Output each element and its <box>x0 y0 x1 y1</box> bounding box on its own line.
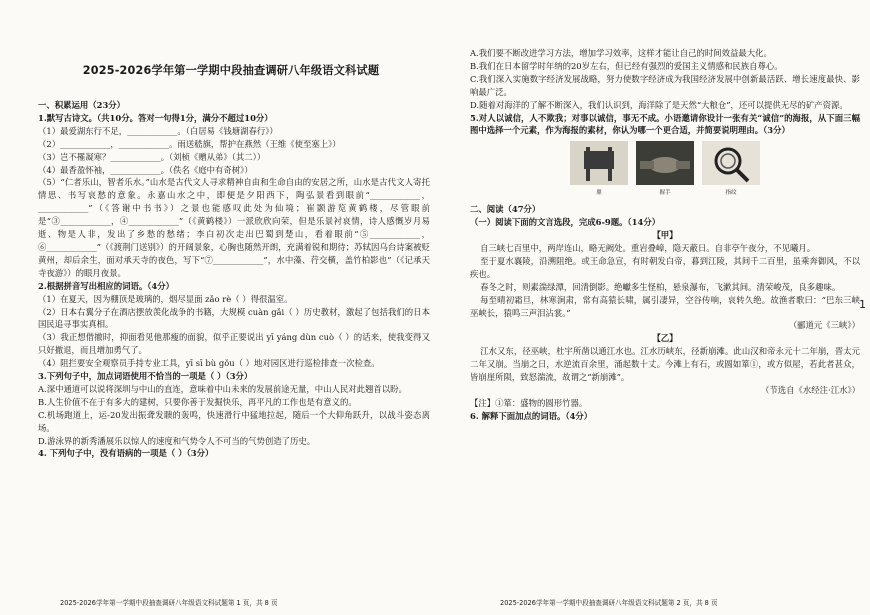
image-fingerprint <box>702 141 760 200</box>
reading-line: 6. 解释下面加点的词语。（4分） <box>470 410 593 421</box>
question-line: A.我们要不断改进学习方法，增加学习效率，这样才能让自己的时间效益最大化。 <box>470 48 772 58</box>
reading-line: 每至晴初霜旦，林寒涧肃，常有高猿长啸，属引凄异，空谷传响，哀转久绝。故渔者歌曰：“巴东三峡巫峡长，猿鸣三声泪沾裳。” <box>470 294 860 318</box>
question-line: （2）____________，____________。雨送嵇旗，帮护在燕然（王维《使至塞上》） <box>38 138 341 149</box>
question-line: （1）在夏天，因为棚顶是玻璃的，烟尽显面 zǎo rè（ ）得很温室。 <box>38 293 293 304</box>
exam-title: 2025-2026学年第一学期中段抽查调研八年级语文科试题 <box>82 64 380 77</box>
page-number-mark: 1 <box>859 298 866 311</box>
question-line: 5.对人以诚信，人不欺我；对事以诚信，事无不成。小语邀请你设计一张有关“诚信”的海报，从下面三幅图中选择一个元素，作为海报的素材，你认为哪一个更合适，并简要说明理由。（3分） <box>470 112 860 136</box>
question-line: 一、积累运用（23分） <box>38 100 126 110</box>
page-1-footer: 2025-2026学年第一学期中段抽查调研八年级语文科试题第 1 页，共 8 页 <box>60 599 278 607</box>
question-line: B.人生价值不在于有多大的建树，只要你善于发掘快乐，再平凡的工作也是有意义的。 <box>38 396 357 407</box>
reading-line: 至于夏水襄陵，沿溯阻绝。或王命急宣，有时朝发白帝，暮到江陵，其间千二百里，虽乘奔御风，不以疾也。 <box>470 255 860 279</box>
reading-section <box>470 203 860 422</box>
reading-line: 【甲】 <box>652 230 678 241</box>
question-line: A.深中通道可以说将深圳与中山的直连，意味着中山未来的发展前途无量，中山人民对此翘首以盼。 <box>38 383 407 394</box>
reading-line: 自三峡七百里中，两岸连山，略无阙处。重岩叠嶂，隐天蔽日。自非亭午夜分，不见曦月。 <box>480 242 816 253</box>
poster-images <box>470 141 860 200</box>
question-line: （3）我正想借撤时，抑面看见他那瘦的面貌，似乎正要说出 yī yáng dùn cuò（ ）的话来，使我变得又只好撤退，而且增加勇气了。 <box>38 332 430 356</box>
ding-icon <box>570 141 628 185</box>
question-line: （1）最爱湖东行不足，____________。（白居易《钱塘湖春行》） <box>38 125 278 136</box>
question-line: 1.默写古诗文。（共10分。答对一句得1分，满分不超过10分） <box>38 112 273 123</box>
question-line: C.机场跑道上，运-20发出振聋发聩的轰鸣，快速滑行中猛地拉起，随后一个大仰角跃升，以战斗姿态离场。 <box>38 409 430 433</box>
exam-page-2 <box>462 0 870 615</box>
question-line: （3）岂不罹凝寒？____________。（刘桢《赠从弟》（其二）） <box>38 151 266 162</box>
image-caption: 握手 <box>659 190 671 197</box>
question-line: 2.根据拼音写出相应的词语。（4分） <box>38 280 174 291</box>
question-line: （4）阻拦要安全观察员手持专业工具，yī sī bù gǒu（ ）地对园区进行巡检排查一次检查。 <box>38 358 380 369</box>
reading-line: （一）阅读下面的文言选段，完成6-9题。（14分） <box>470 217 661 228</box>
image-caption: 鼎 <box>596 190 602 197</box>
question-line: 3.下列句子中，加点词语使用不恰当的一项是（ ）（3分） <box>38 371 253 382</box>
question-line: （5）“仁者乐山，智者乐水。”山水是古代文人寻求精神自由和生命自由的安居之所，山水是古代文人寄托情思、书写哀愁的意象。永嘉山水之中，即便是夕阳西下，陶弘景看到眼前“____________，____________”（《答谢中书书》）之景也能感叹此处为仙境；崔颢游览黄鹤楼，尽管眼前是“③____________，④____________”（《黄鹤楼》）一派欣欣向荣，但是乐景衬哀情，诗人感慨岁月易逝、物是人非，发出了乡愁的愁绪；李白初次走出巴蜀到楚山，看着眼前“⑤____________，⑥____________”（《渡荆门送别》）的开阔景象，心胸也随然开朗，充满着锐和期待；苏轼因乌台诗案被贬黄州，却后余生，面对承天寺的夜色，写下“⑦____________”，水中藻、荇交横，盖竹柏影也”（《记承天寺夜游》）的眼月夜景。 <box>38 177 430 278</box>
page-1-content <box>38 96 430 460</box>
question-line: B.我们在日本留学时年纳的20岁左右，但已经有强烈的爱国主义情感和民族自尊心。 <box>470 60 783 71</box>
question-line: （4）最香盈怀袖，____________。（佚名《庭中有奇树》） <box>38 164 253 175</box>
page-2-content <box>470 47 860 423</box>
reading-line: 春冬之时，则素湍绿潭，回清倒影。绝巘多生怪柏，悬泉瀑布，飞漱其间。清荣峻茂，良多趣味。 <box>480 281 841 292</box>
handshake-icon <box>636 141 694 185</box>
reading-line: （郦道元《三峡》） <box>788 320 860 331</box>
reading-line: 【注】①箪：盛物的圆形竹器。 <box>470 397 588 408</box>
page-2-footer: 2025-2026学年第一学期中段抽查调研八年级语文科试题第 2 页，共 8 页 <box>500 599 718 607</box>
reading-line: 二、阅读（47分） <box>470 204 541 215</box>
question-line: 4. 下列句子中，没有语病的一项是（ ）（3分） <box>38 448 214 459</box>
question-line: （2）日本右翼分子在酒店摆放羡化战争的书籍，大规模 cuàn gǎi（ ）历史教材，激起了包括我们的日本国民追寻事实真相。 <box>38 306 430 330</box>
image-handshake <box>636 141 694 200</box>
reading-line: （节选自《水经注·江水》） <box>761 384 860 395</box>
fingerprint-icon <box>702 141 760 185</box>
question-line: C.我们深入实施数字经济发展战略，努力使数字经济成为我国经济发展中创新最活跃、增长速度最快、影响最广泛。 <box>470 73 860 97</box>
reading-line: 【乙】 <box>652 333 678 344</box>
question-block-top <box>470 47 860 137</box>
question-line: D.游泳界的新秀潘展乐以惊人的速度和气势令人不可当的气势创造了历史。 <box>38 435 316 446</box>
image-caption: 指纹 <box>725 190 737 197</box>
question-line: D.随着对海洋的了解不断深入，我们认识到，海洋除了是天然“大粮仓”，还可以提供无尽的矿产资源。 <box>470 99 848 110</box>
image-ding <box>570 141 628 200</box>
reading-line: 江水又东，径巫峡，杜宇所凿以通江水也。江水历峡东，径新崩滩。此山汉和帝永元十二年崩，晋太元二年又崩。当崩之日，水逆流百余里，涌起数十丈。今滩上有石，或圆如箪①，或方似屋，若此者甚众，皆崩崖所陨，致怒湍流，故谓之“新崩滩”。 <box>470 346 860 383</box>
